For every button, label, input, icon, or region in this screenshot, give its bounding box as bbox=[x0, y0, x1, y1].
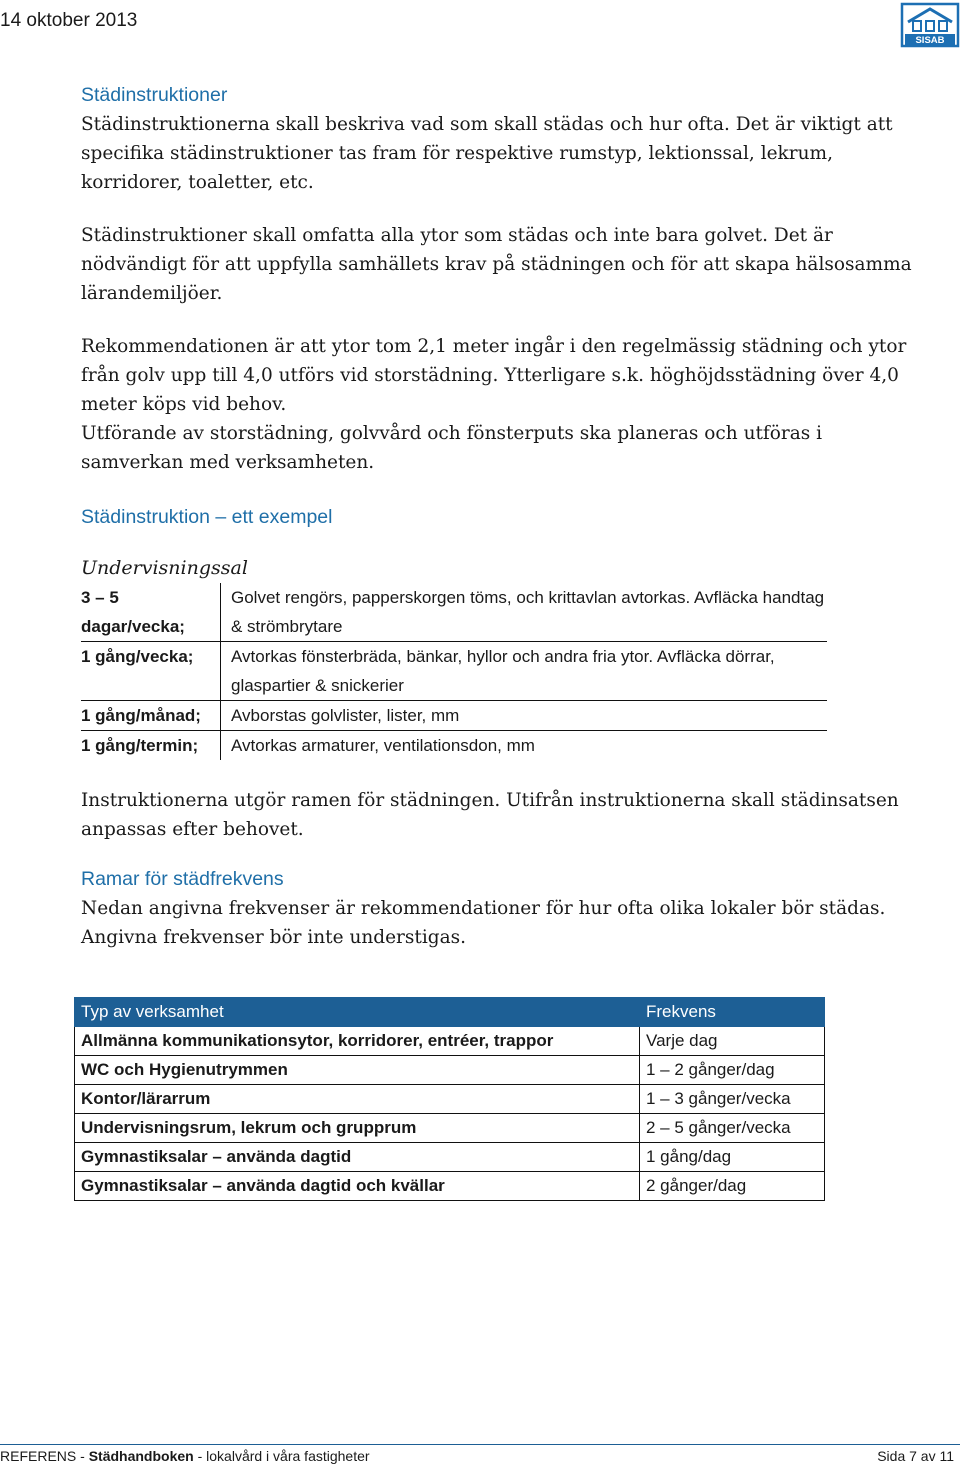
row-label: 1 gång/termin; bbox=[81, 736, 199, 755]
cell-frekvens: 2 – 5 gånger/vecka bbox=[640, 1114, 825, 1143]
example-row bbox=[81, 701, 827, 731]
table-row bbox=[75, 1085, 825, 1114]
footer-prefix: REFERENS - bbox=[0, 1448, 89, 1464]
cell-frekvens: Varje dag bbox=[640, 1027, 825, 1056]
cell-typ: Undervisningsrum, lekrum och grupprum bbox=[75, 1114, 640, 1143]
logo-text: SISAB bbox=[915, 35, 945, 46]
cell-typ: Allmänna kommunikationsytor, korridorer, entréer, trappor bbox=[75, 1027, 640, 1056]
cleaning-frequency-example bbox=[81, 583, 827, 760]
paragraph: Utförande av storstädning, golvvård och fönsterputs ska planeras och utföras i samverkan med verksamheten. bbox=[81, 423, 823, 473]
section-title-stadinstruktioner: Städinstruktioner bbox=[81, 84, 228, 106]
cell-frekvens: 1 gång/dag bbox=[640, 1143, 825, 1172]
example-row bbox=[81, 583, 827, 642]
paragraph: Nedan angivna frekvenser är rekommendationer för hur ofta olika lokaler bör städas. Angivna frekvenser bör inte understigas. bbox=[81, 898, 886, 948]
cell-typ: WC och Hygienutrymmen bbox=[75, 1056, 640, 1085]
cell-frekvens: 1 – 3 gånger/vecka bbox=[640, 1085, 825, 1114]
cell-typ: Kontor/lärarrum bbox=[75, 1085, 640, 1114]
table-header-row bbox=[75, 998, 825, 1027]
cell-frekvens: 1 – 2 gånger/dag bbox=[640, 1056, 825, 1085]
table-row bbox=[75, 1114, 825, 1143]
row-text: Avborstas golvlister, lister, mm bbox=[221, 701, 828, 731]
row-label: 3 – 5 dagar/vecka; bbox=[81, 583, 221, 642]
closing-paragraph: Instruktionerna utgör ramen för städningen. Utifrån instruktionerna skall städinsatsen anpassas efter behovet. bbox=[81, 790, 899, 840]
row-label: 1 gång/vecka; bbox=[81, 642, 221, 701]
page-footer bbox=[0, 1448, 960, 1464]
table-row bbox=[75, 1027, 825, 1056]
example-row bbox=[81, 731, 827, 761]
subtitle-undervisningssal: Undervisningssal bbox=[81, 557, 248, 579]
frequency-table bbox=[74, 997, 825, 1201]
footer-divider bbox=[0, 1444, 960, 1445]
row-text: Avtorkas armaturer, ventilationsdon, mm bbox=[221, 731, 828, 761]
table-row bbox=[75, 1143, 825, 1172]
table-row bbox=[75, 1172, 825, 1201]
paragraph: Städinstruktionerna skall beskriva vad som skall städas och hur ofta. Det är viktigt att specifika städinstruktioner tas fram för respektive rumstyp, lektionssal, lekrum, korridorer, toaletter, etc. bbox=[81, 114, 893, 193]
row-text: Golvet rengörs, papperskorgen töms, och krittavlan avtorkas. Avfläcka handtag & strömbrytare bbox=[221, 583, 828, 642]
paragraph: Rekommendationen är att ytor tom 2,1 meter ingår i den regelmässig städning och ytor från golv upp till 4,0 utförs vid storstädning. Ytterligare s.k. höghöjdsstädning över 4,0 meter köps vid behov. bbox=[81, 336, 907, 415]
footer-suffix: - lokalvård i våra fastigheter bbox=[193, 1448, 370, 1464]
row-text: Avtorkas fönsterbräda, bänkar, hyllor och andra fria ytor. Avfläcka dörrar, glaspartier & snickerier bbox=[221, 642, 828, 701]
header-date: 14 oktober 2013 bbox=[0, 10, 138, 31]
sisab-logo bbox=[900, 2, 960, 48]
page-number: Sida 7 av 11 bbox=[877, 1448, 954, 1464]
header-typ: Typ av verksamhet bbox=[75, 998, 640, 1027]
cell-typ: Gymnastiksalar – använda dagtid och kvällar bbox=[75, 1172, 640, 1201]
cell-frekvens: 2 gånger/dag bbox=[640, 1172, 825, 1201]
header-frekvens: Frekvens bbox=[640, 998, 825, 1027]
main-content bbox=[81, 80, 926, 952]
table-row bbox=[75, 1056, 825, 1085]
section-title-exempel: Städinstruktion – ett exempel bbox=[81, 506, 333, 528]
cell-typ: Gymnastiksalar – använda dagtid bbox=[75, 1143, 640, 1172]
paragraph: Städinstruktioner skall omfatta alla ytor som städas och inte bara golvet. Det är nödvändigt för att uppfylla samhällets krav på städningen och för att skapa hälsosamma lärandemiljöer. bbox=[81, 225, 912, 304]
section-title-ramar: Ramar för städfrekvens bbox=[81, 868, 284, 890]
example-row bbox=[81, 642, 827, 701]
row-label: 1 gång/månad; bbox=[81, 701, 221, 731]
footer-title: Städhandboken bbox=[88, 1448, 194, 1464]
